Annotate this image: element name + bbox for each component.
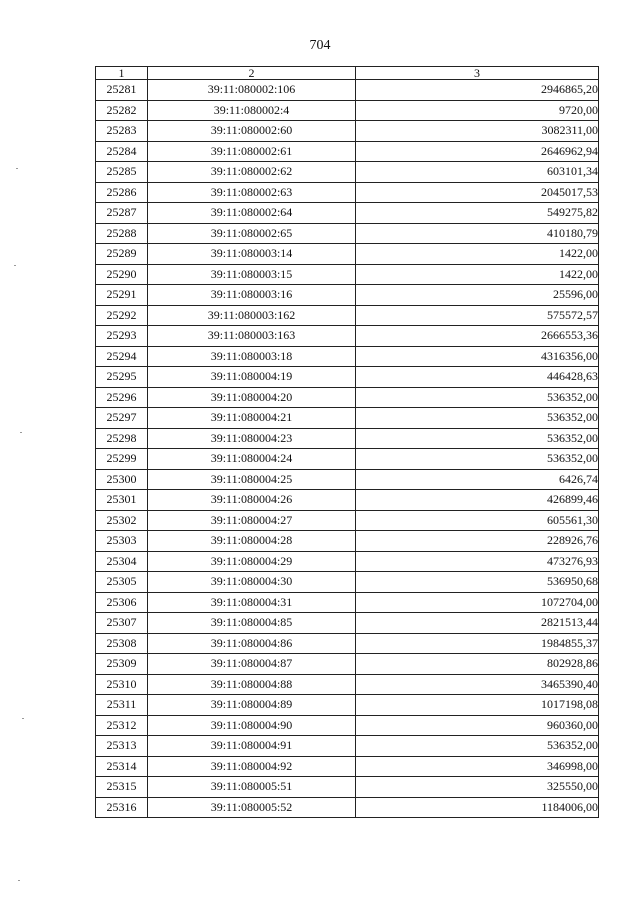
cadastral-number: 39:11:080002:63: [148, 182, 356, 203]
column-header-3: 3: [356, 67, 599, 80]
cadastral-number: 39:11:080004:87: [148, 654, 356, 675]
table-row: [96, 387, 599, 408]
cadastral-value: 536352,00: [356, 387, 599, 408]
cadastral-number: 39:11:080003:162: [148, 305, 356, 326]
table-row: [96, 510, 599, 531]
table-row: [96, 121, 599, 142]
cadastral-number: 39:11:080004:89: [148, 695, 356, 716]
row-number: 25296: [96, 387, 148, 408]
row-number: 25284: [96, 141, 148, 162]
header-row: [96, 67, 599, 80]
table-row: [96, 162, 599, 183]
table-row: [96, 674, 599, 695]
table-row: [96, 551, 599, 572]
cadastral-value: 228926,76: [356, 531, 599, 552]
cadastral-value: 2666553,36: [356, 326, 599, 347]
row-number: 25304: [96, 551, 148, 572]
cadastral-value: 2646962,94: [356, 141, 599, 162]
cadastral-value: 605561,30: [356, 510, 599, 531]
scan-mark: [14, 265, 16, 266]
cadastral-value: 1422,00: [356, 244, 599, 265]
cadastral-value: 1184006,00: [356, 797, 599, 818]
column-header-2: 2: [148, 67, 356, 80]
table-row: [96, 469, 599, 490]
cadastral-value: 3082311,00: [356, 121, 599, 142]
cadastral-number: 39:11:080004:85: [148, 613, 356, 634]
cadastral-number: 39:11:080004:28: [148, 531, 356, 552]
row-number: 25310: [96, 674, 148, 695]
row-number: 25299: [96, 449, 148, 470]
row-number: 25283: [96, 121, 148, 142]
cadastral-number: 39:11:080003:16: [148, 285, 356, 306]
table-row: [96, 736, 599, 757]
table-row: [96, 367, 599, 388]
cadastral-value: 1072704,00: [356, 592, 599, 613]
cadastral-number: 39:11:080002:106: [148, 80, 356, 101]
cadastral-value: 536352,00: [356, 408, 599, 429]
cadastral-value: 1017198,08: [356, 695, 599, 716]
table-row: [96, 326, 599, 347]
table-row: [96, 264, 599, 285]
cadastral-value: 426899,46: [356, 490, 599, 511]
table-header: [96, 67, 599, 80]
row-number: 25290: [96, 264, 148, 285]
cadastral-value: 325550,00: [356, 777, 599, 798]
row-number: 25282: [96, 100, 148, 121]
cadastral-value: 2946865,20: [356, 80, 599, 101]
row-number: 25307: [96, 613, 148, 634]
row-number: 25309: [96, 654, 148, 675]
scan-mark: [16, 168, 18, 169]
scan-mark: [22, 718, 24, 719]
row-number: 25281: [96, 80, 148, 101]
cadastral-number: 39:11:080002:4: [148, 100, 356, 121]
table-row: [96, 428, 599, 449]
row-number: 25289: [96, 244, 148, 265]
cadastral-number: 39:11:080004:24: [148, 449, 356, 470]
cadastral-number: 39:11:080004:86: [148, 633, 356, 654]
table-body: [96, 80, 599, 818]
table-row: [96, 346, 599, 367]
cadastral-value: 802928,86: [356, 654, 599, 675]
scan-mark: [18, 880, 20, 881]
row-number: 25302: [96, 510, 148, 531]
table-row: [96, 80, 599, 101]
cadastral-value: 6426,74: [356, 469, 599, 490]
cadastral-number: 39:11:080002:60: [148, 121, 356, 142]
cadastral-value: 1422,00: [356, 264, 599, 285]
table-row: [96, 592, 599, 613]
row-number: 25288: [96, 223, 148, 244]
row-number: 25294: [96, 346, 148, 367]
cadastral-number: 39:11:080003:15: [148, 264, 356, 285]
row-number: 25295: [96, 367, 148, 388]
table-row: [96, 223, 599, 244]
cadastral-value: 960360,00: [356, 715, 599, 736]
row-number: 25285: [96, 162, 148, 183]
row-number: 25313: [96, 736, 148, 757]
row-number: 25312: [96, 715, 148, 736]
table-row: [96, 613, 599, 634]
row-number: 25305: [96, 572, 148, 593]
row-number: 25286: [96, 182, 148, 203]
cadastral-value: 536352,00: [356, 449, 599, 470]
cadastral-value: 603101,34: [356, 162, 599, 183]
cadastral-number: 39:11:080004:88: [148, 674, 356, 695]
row-number: 25297: [96, 408, 148, 429]
cadastral-number: 39:11:080002:64: [148, 203, 356, 224]
cadastral-number: 39:11:080004:23: [148, 428, 356, 449]
cadastral-number: 39:11:080004:92: [148, 756, 356, 777]
table-row: [96, 141, 599, 162]
cadastral-value: 2821513,44: [356, 613, 599, 634]
cadastral-value: 1984855,37: [356, 633, 599, 654]
cadastral-number: 39:11:080004:20: [148, 387, 356, 408]
cadastral-value: 9720,00: [356, 100, 599, 121]
row-number: 25291: [96, 285, 148, 306]
table-row: [96, 797, 599, 818]
row-number: 25308: [96, 633, 148, 654]
table-row: [96, 572, 599, 593]
table-row: [96, 244, 599, 265]
cadastral-number: 39:11:080004:30: [148, 572, 356, 593]
table-row: [96, 203, 599, 224]
column-header-1: 1: [96, 67, 148, 80]
row-number: 25311: [96, 695, 148, 716]
cadastral-number: 39:11:080003:14: [148, 244, 356, 265]
table-row: [96, 182, 599, 203]
cadastral-value: 536950,68: [356, 572, 599, 593]
row-number: 25306: [96, 592, 148, 613]
cadastral-value: 3465390,40: [356, 674, 599, 695]
scan-mark: [20, 432, 22, 433]
row-number: 25301: [96, 490, 148, 511]
table-row: [96, 531, 599, 552]
table-row: [96, 285, 599, 306]
cadastral-number: 39:11:080003:18: [148, 346, 356, 367]
table-row: [96, 305, 599, 326]
cadastral-number: 39:11:080002:61: [148, 141, 356, 162]
table-row: [96, 408, 599, 429]
cadastral-number: 39:11:080004:21: [148, 408, 356, 429]
page-number: 704: [309, 38, 331, 53]
cadastral-number: 39:11:080002:65: [148, 223, 356, 244]
table-row: [96, 695, 599, 716]
table-row: [96, 449, 599, 470]
cadastral-value: 25596,00: [356, 285, 599, 306]
cadastral-number: 39:11:080004:31: [148, 592, 356, 613]
row-number: 25298: [96, 428, 148, 449]
cadastral-number: 39:11:080003:163: [148, 326, 356, 347]
cadastral-value: 473276,93: [356, 551, 599, 572]
table-row: [96, 100, 599, 121]
cadastral-value: 536352,00: [356, 428, 599, 449]
row-number: 25293: [96, 326, 148, 347]
cadastral-number: 39:11:080002:62: [148, 162, 356, 183]
table-row: [96, 654, 599, 675]
cadastral-value: 346998,00: [356, 756, 599, 777]
cadastral-number: 39:11:080004:19: [148, 367, 356, 388]
cadastral-value: 4316356,00: [356, 346, 599, 367]
table-row: [96, 633, 599, 654]
row-number: 25292: [96, 305, 148, 326]
cadastral-number: 39:11:080004:91: [148, 736, 356, 757]
row-number: 25300: [96, 469, 148, 490]
row-number: 25315: [96, 777, 148, 798]
row-number: 25316: [96, 797, 148, 818]
cadastral-value: 446428,63: [356, 367, 599, 388]
cadastral-value: 410180,79: [356, 223, 599, 244]
row-number: 25303: [96, 531, 148, 552]
cadastral-value: 575572,57: [356, 305, 599, 326]
cadastral-value: 2045017,53: [356, 182, 599, 203]
row-number: 25314: [96, 756, 148, 777]
cadastral-number: 39:11:080004:29: [148, 551, 356, 572]
table-row: [96, 777, 599, 798]
row-number: 25287: [96, 203, 148, 224]
cadastral-number: 39:11:080004:26: [148, 490, 356, 511]
table-row: [96, 715, 599, 736]
cadastral-number: 39:11:080004:90: [148, 715, 356, 736]
table-row: [96, 490, 599, 511]
cadastral-number: 39:11:080004:27: [148, 510, 356, 531]
cadastral-number: 39:11:080005:52: [148, 797, 356, 818]
cadastral-number: 39:11:080004:25: [148, 469, 356, 490]
cadastral-number: 39:11:080005:51: [148, 777, 356, 798]
cadastral-value-table: [95, 66, 599, 818]
cadastral-value: 536352,00: [356, 736, 599, 757]
cadastral-value: 549275,82: [356, 203, 599, 224]
table-row: [96, 756, 599, 777]
